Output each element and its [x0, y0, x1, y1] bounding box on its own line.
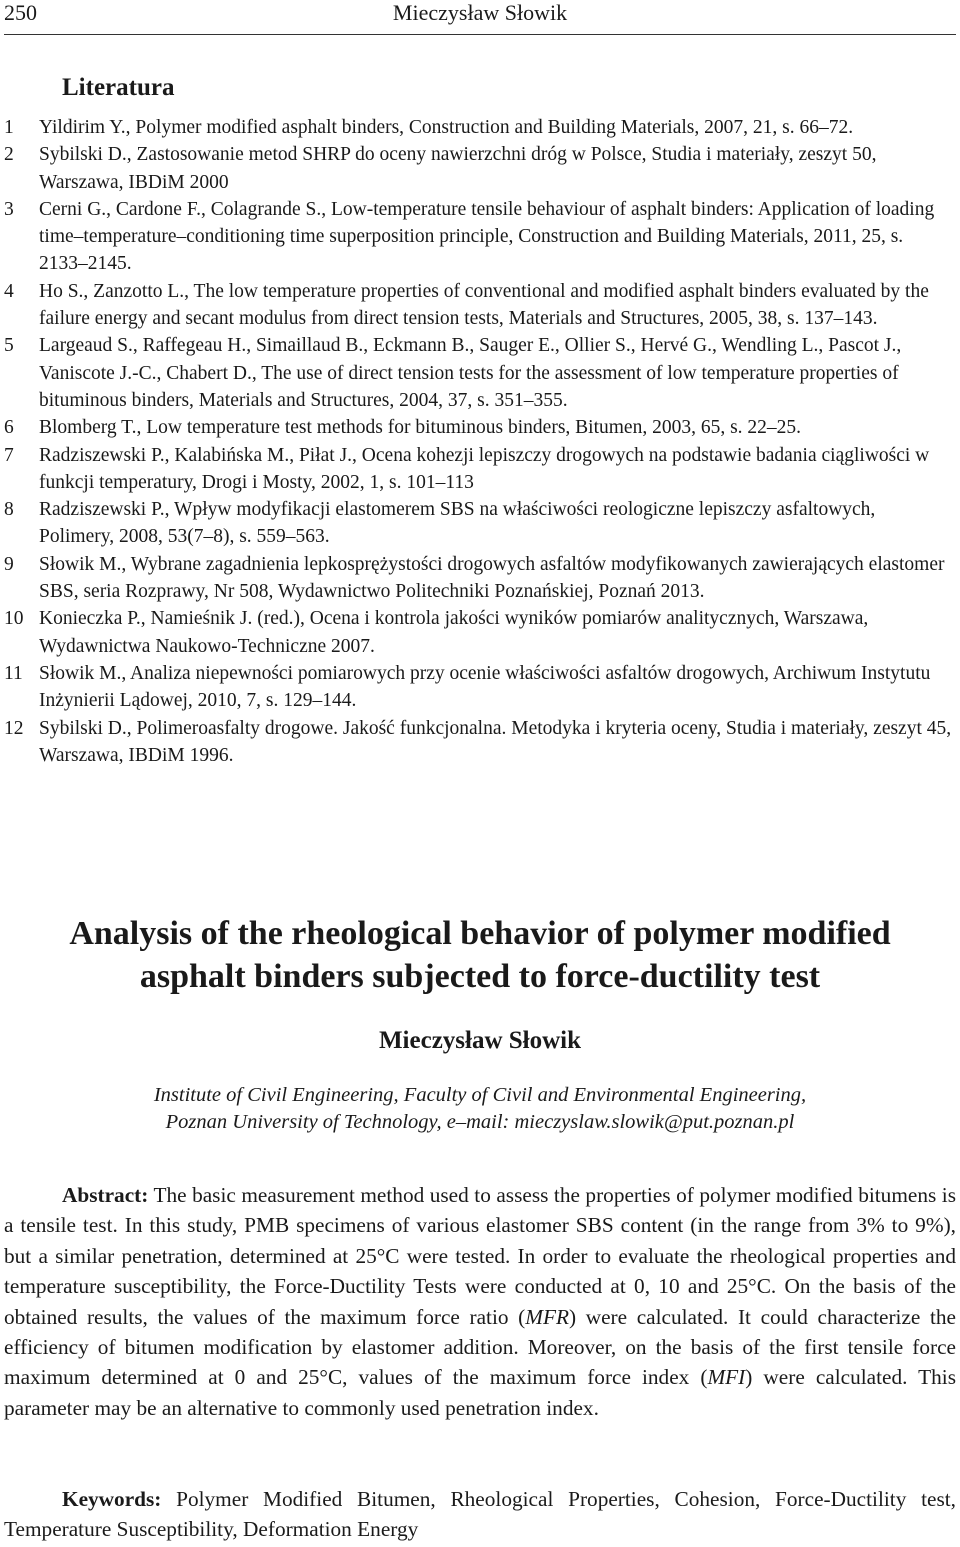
- reference-text: Blomberg T., Low temperature test methods for bituminous binders, Bitumen, 2003, 65, s. 22–25.: [39, 417, 802, 439]
- keywords-text: Polymer Modified Bitumen, Rheological Properties, Cohesion, Force-Ductility test, Temperature Susceptibility, Deformation Energy: [4, 1487, 956, 1542]
- reference-number: 12: [4, 717, 24, 739]
- reference-item: [0, 414, 960, 441]
- reference-number: 11: [4, 662, 23, 684]
- reference-item: [0, 332, 960, 414]
- literature-heading: Literatura: [62, 74, 175, 101]
- reference-number: 2: [4, 144, 14, 166]
- page-number: 250: [4, 0, 37, 25]
- author-name: Mieczysław Słowik: [378, 1027, 582, 1054]
- reference-item: [0, 114, 960, 141]
- page-header: [0, 0, 960, 30]
- reference-number: 3: [4, 198, 14, 220]
- reference-number: 7: [4, 444, 14, 466]
- abstract: [4, 1180, 956, 1423]
- reference-text: Yildirim Y., Polymer modified asphalt binders, Construction and Building Materials, 2007, 21, s. 66–72.: [39, 117, 854, 138]
- reference-item: [0, 605, 960, 660]
- running-head: Mieczysław Słowik: [392, 0, 568, 25]
- reference-text: Radziszewski P., Kalabińska M., Piłat J., Ocena kohezji lepiszczy drogowych na podstawie badania ciągliwości w funkcji temperatury, Drogi i Mosty, 2002, 1, s. 101–113: [39, 444, 930, 493]
- reference-item: [0, 715, 960, 770]
- reference-number: 4: [4, 280, 14, 302]
- abstract-text: The basic measurement method used to assess the properties of polymer modified bitumens is a tensile test. In this study, PMB specimens of various elastomer SBS content (in the range from 3% to 9%), but a similar penetration, determined at 25°C were tested. In order to evaluate the rheological properties and temperature susceptibility, the Force-Ductility Tests were conducted at 0, 10 and 25°C. On the basis of the obtained results, the values of the maximum force ratio (: [4, 1183, 956, 1329]
- abstract-mfr: MFR: [525, 1304, 569, 1329]
- reference-text: Radziszewski P., Wpływ modyfikacji elastomerem SBS na właściwości reologiczne lepiszczy asfaltowych, Polimery, 2008, 53(7–8), s. 559–563.: [39, 499, 876, 548]
- reference-text: Cerni G., Cardone F., Colagrande S., Low-temperature tensile behaviour of asphalt binders: Application of loading time–temperature–conditioning time superposition principle, Construction and Building Materials, 2011, 25, s. 2133–2145.: [39, 198, 935, 275]
- affiliation: [0, 1082, 960, 1136]
- abstract-text: ) were calculated. It could characterize the efficiency of bitumen modification by elastomer addition. Moreover, on the basis of the first tensile force maximum determined at 0 and 25°C, values of the maximum force index (: [4, 1304, 956, 1390]
- reference-text: Konieczka P., Namieśnik J. (red.), Ocena i kontrola jakości wyników pomiarów analitycznych, Warszawa, Wydawnictwa Naukowo-Techniczne 2007.: [39, 608, 869, 657]
- reference-item: [0, 551, 960, 606]
- reference-number: 10: [4, 608, 24, 630]
- reference-number: 1: [4, 117, 14, 138]
- reference-item: [0, 660, 960, 715]
- affiliation-line: Institute of Civil Engineering, Faculty of Civil and Environmental Engineering,: [153, 1084, 807, 1106]
- header-rule: [4, 34, 956, 35]
- keywords-label: Keywords:: [62, 1487, 162, 1511]
- paper-title-line: Analysis of the rheological behavior of polymer modified: [69, 915, 891, 952]
- abstract-text: ) were calculated. This parameter may be an alternative to commonly used penetration index.: [4, 1365, 956, 1420]
- reference-text: Słowik M., Analiza niepewności pomiarowych przy ocenie właściwości asfaltów drogowych, Archiwum Instytutu Inżynierii Lądowej, 2010, 7, s. 129–144.: [39, 662, 931, 712]
- reference-item: [0, 141, 960, 196]
- reference-number: 8: [4, 499, 14, 521]
- reference-text: Largeaud S., Raffegeau H., Simaillaud B., Eckmann B., Sauger E., Ollier S., Hervé G., Wendling L., Pascot J., Vaniscote J.-C., Chabert D., The use of direct tension tests for the assessment of low temperature properties of bituminous binders, Materials and Structures, 2004, 37, s. 351–355.: [39, 335, 902, 411]
- abstract-mfi: MFI: [707, 1365, 746, 1390]
- keywords: [4, 1484, 956, 1545]
- reference-item: [0, 442, 960, 497]
- reference-text: Sybilski D., Polimeroasfalty drogowe. Jakość funkcjonalna. Metodyka i kryteria oceny, Studia i materiały, zeszyt 45, Warszawa, IBDiM 1996.: [39, 717, 952, 766]
- reference-number: 6: [4, 417, 14, 439]
- reference-item: [0, 496, 960, 551]
- reference-number: 9: [4, 553, 14, 575]
- abstract-label: Abstract:: [62, 1183, 149, 1207]
- reference-item: [0, 278, 960, 333]
- reference-number: 5: [4, 335, 14, 357]
- paper-title: [0, 912, 960, 998]
- reference-text: Sybilski D., Zastosowanie metod SHRP do oceny nawierzchni dróg w Polsce, Studia i materiały, zeszyt 50, Warszawa, IBDiM 2000: [39, 144, 877, 193]
- paper-title-line: asphalt binders subjected to force-ductility test: [139, 958, 821, 995]
- reference-list: [0, 114, 960, 769]
- reference-text: Słowik M., Wybrane zagadnienia lepkosprężystości drogowych asfaltów modyfikowanych zawierających elastomer SBS, seria Rozprawy, Nr 508, Wydawnictwo Politechniki Poznańskiej, Poznań 2013.: [39, 553, 945, 603]
- reference-item: [0, 196, 960, 278]
- reference-text: Ho S., Zanzotto L., The low temperature properties of conventional and modified asphalt binders evaluated by the failure energy and secant modulus from direct tension tests, Materials and Structures, 2005, 38, s. 137–143.: [39, 280, 929, 330]
- affiliation-line: Poznan University of Technology, e–mail: mieczyslaw.slowik@put.poznan.pl: [165, 1111, 795, 1133]
